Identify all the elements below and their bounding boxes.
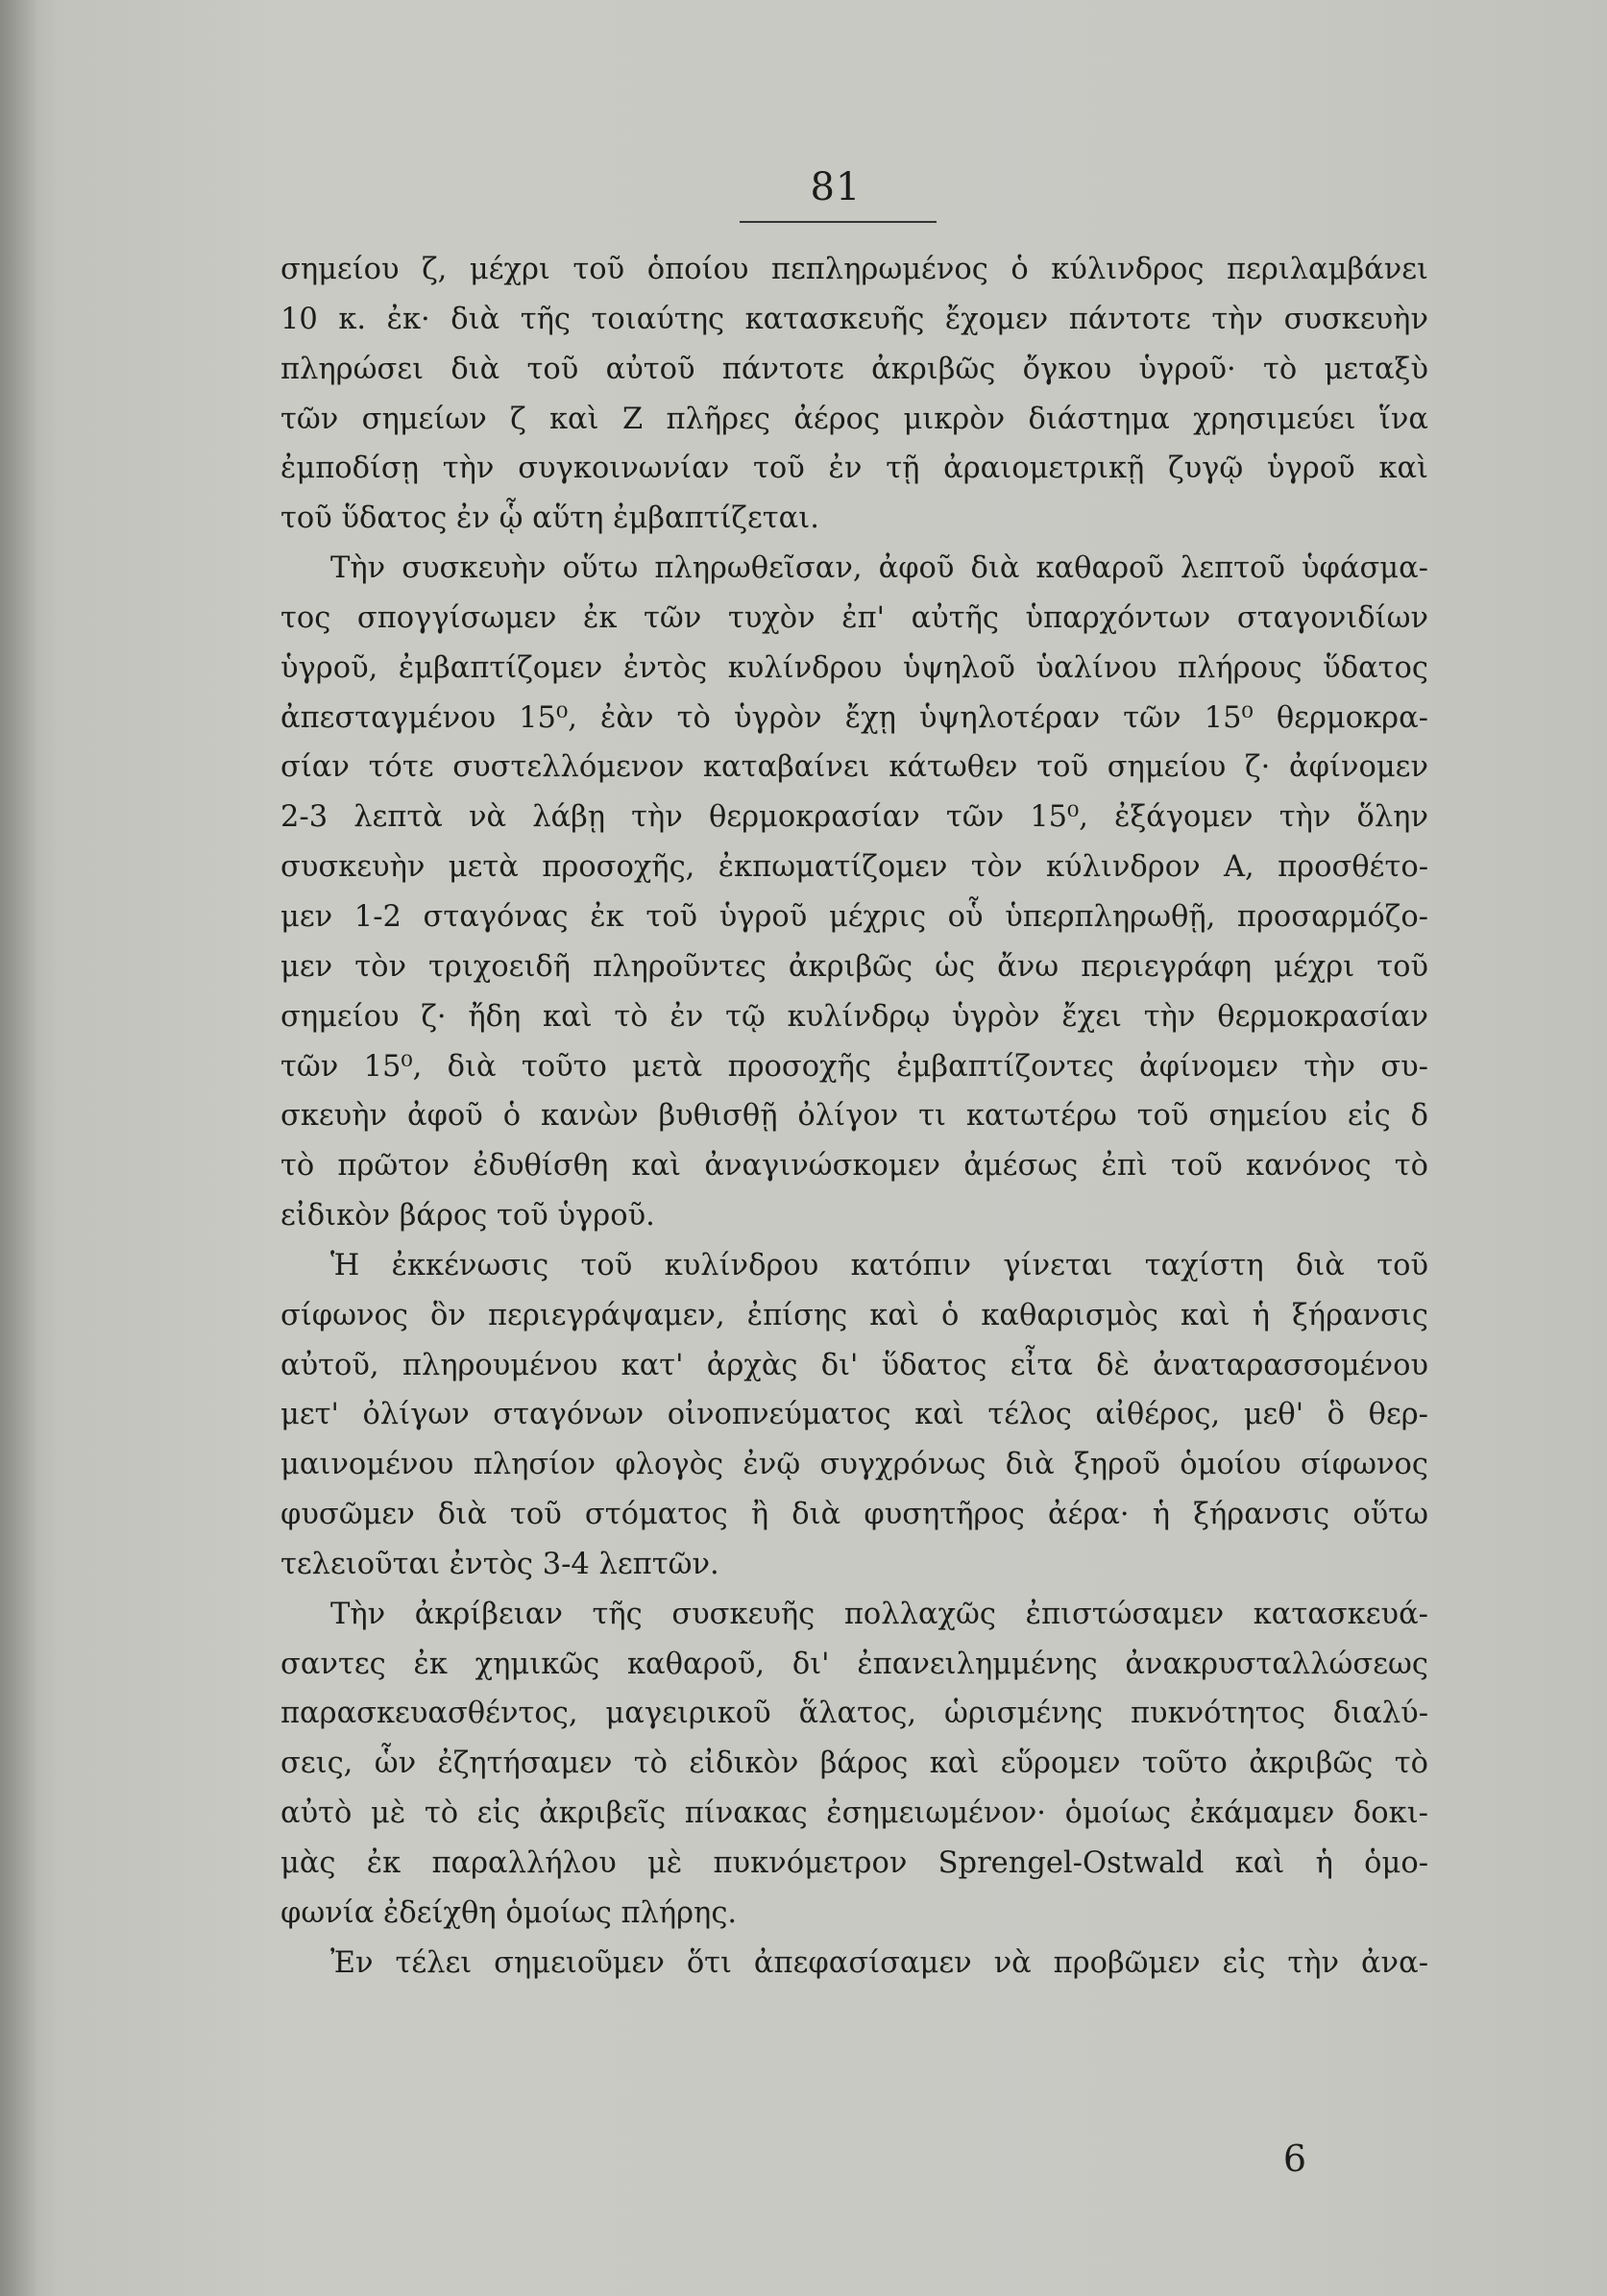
text-line: μαινομένου πλησίον φλογὸς ἐνῷ συγχρόνως διὰ ξηροῦ ὁμοίου σίφωνος xyxy=(280,1448,1428,1482)
text-line: Τὴν ἀκρίβειαν τῆς συσκευῆς πολλαχῶς ἐπιστώσαμεν κατασκευά- xyxy=(330,1597,1428,1631)
text-line: σίφωνος ὃν περιεγράψαμεν, ἐπίσης καὶ ὁ καθαρισμὸς καὶ ἡ ξήρανσις xyxy=(280,1298,1428,1332)
text-line: σίαν τότε συστελλόμενον καταβαίνει κάτωθεν τοῦ σημείου ζ· ἀφίνομεν xyxy=(280,750,1428,785)
text-line: φωνία ἐδείχθη ὁμοίως πλήρης. xyxy=(280,1895,738,1930)
text-line: πληρώσει διὰ τοῦ αὐτοῦ πάντοτε ἀκριβῶς ὄγκου ὑγροῦ· τὸ μεταξὺ xyxy=(280,352,1428,386)
text-line: μετ' ὀλίγων σταγόνων οἰνοπνεύματος καὶ τέλος αἰθέρος, μεθ' ὃ θερ- xyxy=(280,1398,1428,1432)
text-line: τὸ πρῶτον ἐδυθίσθη καὶ ἀναγινώσκομεν ἀμέσως ἐπὶ τοῦ κανόνος τὸ xyxy=(280,1149,1428,1184)
text-line: φυσῶμεν διὰ τοῦ στόματος ἢ διὰ φυσητῆρος ἀέρα· ἡ ξήρανσις οὕτω xyxy=(280,1498,1428,1532)
body-text xyxy=(280,245,1428,1989)
page-number: 81 xyxy=(810,165,862,209)
text-line: τοῦ ὕδατος ἐν ᾧ αὕτη ἐμβαπτίζεται. xyxy=(280,501,819,536)
text-line: εἰδικὸν βάρος τοῦ ὑγροῦ. xyxy=(280,1199,655,1233)
signature-mark: 6 xyxy=(1282,2137,1307,2180)
text-line: παρασκευασθέντος, μαγειρικοῦ ἅλατος, ὡρισμένης πυκνότητος διαλύ- xyxy=(280,1697,1428,1731)
text-line: σημείου ζ, μέχρι τοῦ ὁποίου πεπληρωμένος ὁ κύλινδρος περιλαμβάνει xyxy=(280,253,1428,286)
text-line: 10 κ. ἐκ· διὰ τῆς τοιαύτης κατασκευῆς ἔχομεν πάντοτε τὴν συσκευὴν xyxy=(280,302,1428,336)
text-line: μὰς ἐκ παραλλήλου μὲ πυκνόμετρον Sprengel-Ostwald καὶ ἡ ὁμο- xyxy=(280,1846,1428,1880)
text-line: σημείου ζ· ἤδη καὶ τὸ ἐν τῷ κυλίνδρῳ ὑγρὸν ἔχει τὴν θερμοκρασίαν xyxy=(280,999,1428,1034)
text-line: αὐτοῦ, πληρουμένου κατ' ἀρχὰς δι' ὕδατος εἶτα δὲ ἀναταρασσομένου xyxy=(280,1348,1428,1382)
text-line: τελειοῦται ἐντὸς 3-4 λεπτῶν. xyxy=(280,1547,719,1581)
text-line: σεις, ὧν ἐζητήσαμεν τὸ εἰδικὸν βάρος καὶ εὕρομεν τοῦτο ἀκριβῶς τὸ xyxy=(280,1746,1428,1781)
text-line: ἀπεσταγμένου 15⁰, ἐὰν τὸ ὑγρὸν ἔχῃ ὑψηλοτέραν τῶν 15⁰ θερμοκρα- xyxy=(280,700,1428,735)
text-line: σκευὴν ἀφοῦ ὁ κανὼν βυθισθῇ ὀλίγον τι κατωτέρω τοῦ σημείου εἰς δ xyxy=(280,1099,1428,1134)
text-line: τῶν σημείων ζ καὶ Ζ πλῆρες ἀέρος μικρὸν διάστημα χρησιμεύει ἵνα xyxy=(280,402,1428,436)
header-rule xyxy=(740,221,937,223)
text-line: 2-3 λεπτὰ νὰ λάβῃ τὴν θερμοκρασίαν τῶν 15⁰, ἐξάγομεν τὴν ὅλην xyxy=(280,800,1428,835)
text-line: Ἡ ἐκκένωσις τοῦ κυλίνδρου κατόπιν γίνεται ταχίστη διὰ τοῦ xyxy=(330,1248,1428,1282)
text-line: μεν 1-2 σταγόνας ἐκ τοῦ ὑγροῦ μέχρις οὗ ὑπερπληρωθῇ, προσαρμόζο- xyxy=(280,899,1428,934)
text-line: ἐμποδίσῃ τὴν συγκοινωνίαν τοῦ ἐν τῇ ἀραιομετρικῇ ζυγῷ ὑγροῦ καὶ xyxy=(280,452,1428,486)
text-line: τῶν 15⁰, διὰ τοῦτο μετὰ προσοχῆς ἐμβαπτίζοντες ἀφίνομεν τὴν συ- xyxy=(280,1049,1428,1084)
text-line: Ἐν τέλει σημειοῦμεν ὅτι ἀπεφασίσαμεν νὰ προβῶμεν εἰς τὴν ἀνα- xyxy=(330,1945,1428,1980)
text-line: συσκευὴν μετὰ προσοχῆς, ἐκπωματίζομεν τὸν κύλινδρον Α, προσθέτο- xyxy=(280,850,1428,885)
text-line: σαντες ἐκ χημικῶς καθαροῦ, δι' ἐπανειλημμένης ἀνακρυσταλλώσεως xyxy=(280,1647,1428,1681)
text-line: μεν τὸν τριχοειδῆ πληροῦντες ἀκριβῶς ὡς ἄνω περιεγράφη μέχρι τοῦ xyxy=(280,949,1428,984)
text-line: αὐτὸ μὲ τὸ εἰς ἀκριβεῖς πίνακας ἐσημειωμένον· ὁμοίως ἐκάμαμεν δοκι- xyxy=(280,1796,1428,1831)
text-line: Τὴν συσκευὴν οὕτω πληρωθεῖσαν, ἀφοῦ διὰ καθαροῦ λεπτοῦ ὑφάσμα- xyxy=(330,551,1428,586)
text-line: τος σπογγίσωμεν ἐκ τῶν τυχὸν ἐπ' αὐτῆς ὑπαρχόντων σταγονιδίων xyxy=(280,600,1428,635)
page-gutter-shadow xyxy=(0,0,38,2296)
text-line: ὑγροῦ, ἐμβαπτίζομεν ἐντὸς κυλίνδρου ὑψηλοῦ ὑαλίνου πλήρους ὕδατος xyxy=(280,650,1428,685)
